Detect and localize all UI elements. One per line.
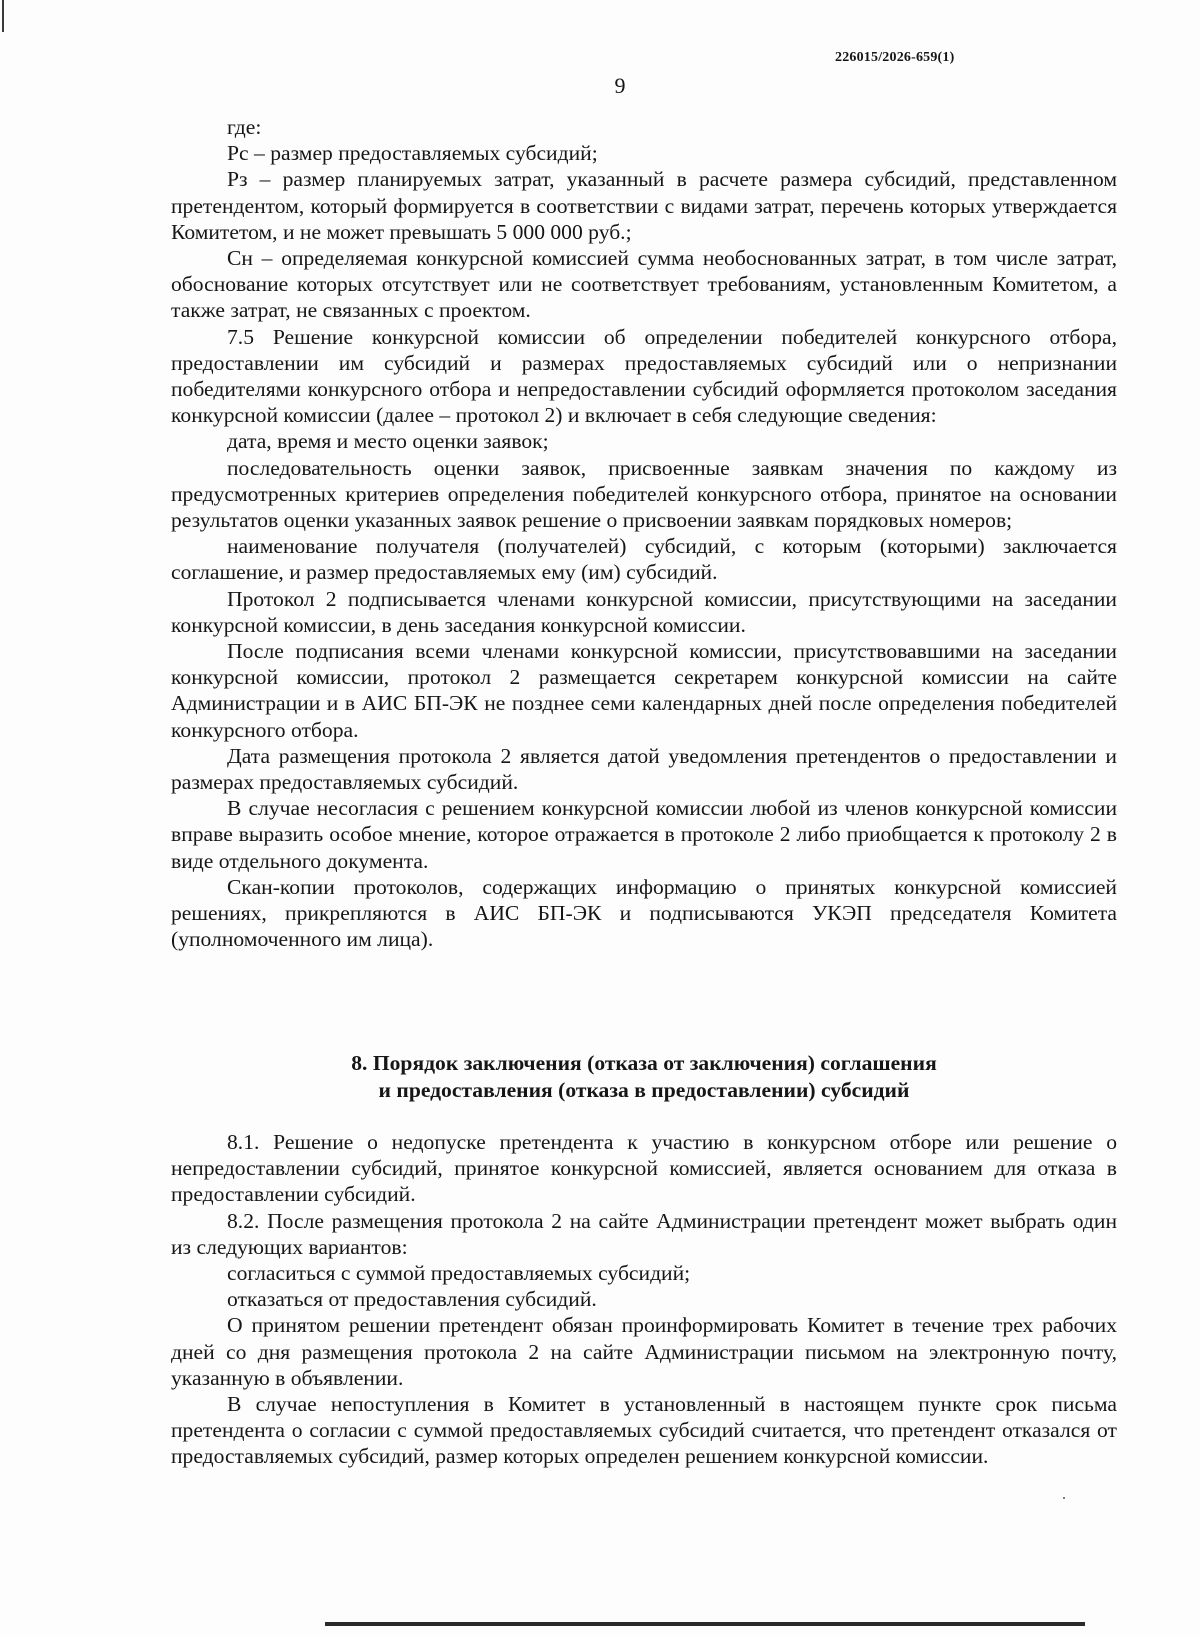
paragraph: 8.1. Решение о недопуске претендента к участию в конкурсном отборе или решение о непредоставлении субсидий, принятое конкурсной комиссией, является основанием для отказа в предоставлении субсидий. (171, 1130, 1117, 1207)
paragraph: Дата размещения протокола 2 является датой уведомления претендентов о предоставлении и размерах предоставляемых субсидий. (171, 743, 1117, 795)
section-8-body (171, 1129, 1117, 1470)
scan-edge-bottom (325, 1622, 1085, 1626)
paragraph: В случае несогласия с решением конкурсной комиссии любой из членов конкурсной комиссии вправе выразить особое мнение, которое отражается в протоколе 2 либо приобщается к протоколу 2 в виде отдельного документа. (171, 796, 1117, 873)
paragraph: О принятом решении претендент обязан проинформировать Комитет в течение трех рабочих дней со дня размещения протокола 2 на сайте Администрации письмом на электронную почту, указанную в объявлении. (171, 1313, 1117, 1390)
scan-speck (1063, 1497, 1065, 1499)
paragraph: Рз – размер планируемых затрат, указанный в расчете размера субсидий, представленном претендентом, который формируется в соответствии с видами затрат, перечень которых утверждается Комитетом, и не может превышать 5 000 000 руб.; (171, 167, 1117, 244)
paragraph: где: (227, 115, 262, 139)
heading-line: и предоставления (отказа в предоставлении) субсидий (378, 1078, 910, 1102)
paragraph: Рс – размер предоставляемых субсидий; (227, 141, 598, 166)
page-number: 9 (614, 73, 626, 98)
paragraph: В случае непоступления в Комитет в установленный в настоящем пункте срок письма претендента о согласии с суммой предоставляемых субсидий считается, что претендент отказался от предоставляемых субсидий, размер которых определен решением конкурсной комиссии. (171, 1392, 1117, 1469)
paragraph: согласиться с суммой предоставляемых субсидий; (227, 1261, 691, 1286)
paragraph: Сн – определяемая конкурсной комиссией сумма необоснованных затрат, в том числе затрат, обоснование которых отсутствует или не соответствует требованиям, установленным Комитетом, а также затрат, не связанных с проектом. (171, 246, 1117, 323)
section-7-body (171, 114, 1117, 953)
paragraph: Протокол 2 подписывается членами конкурсной комиссии, присутствующими на заседании конкурсной комиссии, в день заседания конкурсной комиссии. (171, 586, 1117, 637)
paragraph: последовательность оценки заявок, присвоенные заявкам значения по каждому из предусмотренных критериев определения победителей конкурсного отбора, принятое на основании результатов оценки указанных заявок решение о присвоении заявкам порядковых номеров; (171, 455, 1117, 533)
paragraph: После подписания всеми членами конкурсной комиссии, присутствовавшими на заседании конкурсной комиссии, протокол 2 размещается секретарем конкурсной комиссии на сайте Администрации и в АИС БП-ЭК не позднее семи календарных дней после определения победителей конкурсного отбора. (171, 639, 1117, 742)
scan-edge-mark (2, 0, 4, 32)
heading-line: 8. Порядок заключения (отказа от заключения) соглашения (351, 1051, 937, 1075)
paragraph: дата, время и место оценки заявок; (227, 429, 549, 454)
paragraph: наименование получателя (получателей) субсидий, с которым (которыми) заключается соглашение, и размер предоставляемых ему (им) субсидий. (171, 534, 1117, 585)
document-id: 226015/2026-659(1) (835, 50, 955, 65)
paragraph: Скан-копии протоколов, содержащих информацию о принятых конкурсной комиссией решениях, прикрепляются в АИС БП-ЭК и подписываются УКЭП председателя Комитета (уполномоченного им лица). (171, 874, 1117, 952)
paragraph: отказаться от предоставления субсидий. (227, 1287, 597, 1312)
paragraph: 7.5 Решение конкурсной комиссии об определении победителей конкурсного отбора, предоставлении им субсидий и размерах предоставляемых субсидий или о непризнании победителями конкурсного отбора и непредоставлении субсидий оформляется протоколом заседания конкурсной комиссии (далее – протокол 2) и включает в себя следующие сведения: (171, 324, 1117, 428)
section-8-heading (171, 1050, 1117, 1104)
paragraph: 8.2. После размещения протокола 2 на сайте Администрации претендент может выбрать один из следующих вариантов: (171, 1208, 1117, 1259)
